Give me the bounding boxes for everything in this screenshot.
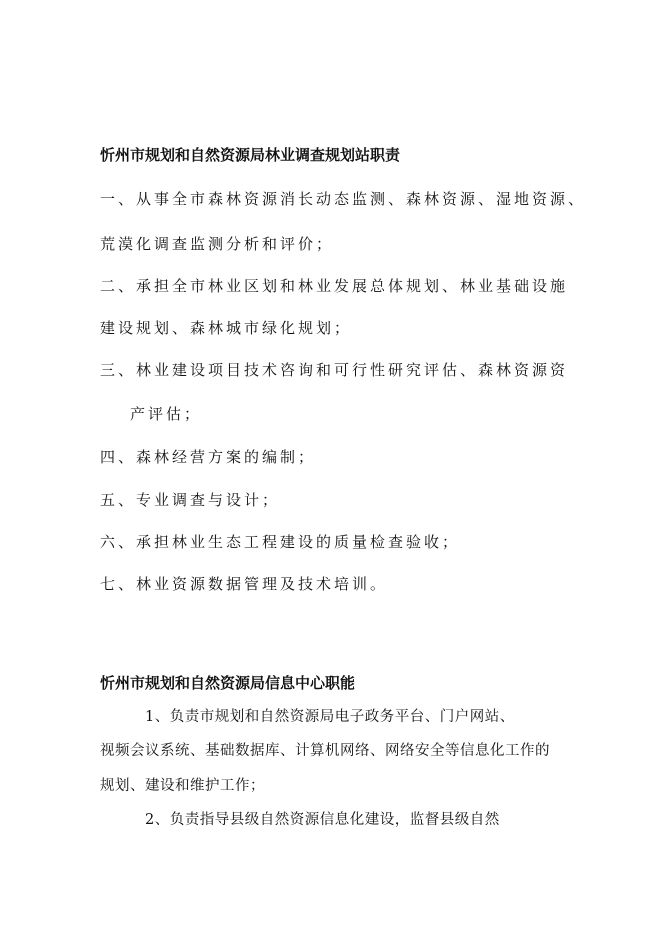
section2-line-1: 1、负责市规划和自然资源局电子政务平台、门户网站、 bbox=[145, 709, 515, 725]
section1-line-7: 四、森林经营方案的编制； bbox=[100, 448, 317, 466]
section1-line-6: 产评估； bbox=[130, 405, 203, 423]
section2-line-2: 视频会议系统、基础数据库、计算机网络、网络安全等信息化工作的 bbox=[100, 743, 550, 759]
section2-title: 忻州市规划和自然资源局信息中心职能 bbox=[100, 674, 356, 692]
section1-line-2: 荒漠化调查监测分析和评价； bbox=[100, 235, 335, 253]
section1-line-8: 五、专业调查与设计； bbox=[100, 491, 281, 509]
section1-line-5: 三、林业建设项目技术咨询和可行性研究评估、森林资源资 bbox=[100, 361, 569, 379]
section2-line-3: 规划、建设和维护工作； bbox=[100, 778, 265, 794]
section1-line-3: 二、承担全市林业区划和林业发展总体规划、林业基础设施 bbox=[100, 277, 569, 295]
section2-line-4: 2、负责指导县级自然资源信息化建设，监督县级自然 bbox=[145, 812, 500, 828]
section1-line-10: 七、林业资源数据管理及技术培训。 bbox=[100, 575, 389, 593]
section1-line-4: 建设规划、森林城市绿化规划； bbox=[100, 319, 353, 337]
section1-line-1: 一、从事全市森林资源消长动态监测、森林资源、湿地资源、 bbox=[100, 190, 587, 208]
section1-title: 忻州市规划和自然资源局林业调查规划站职责 bbox=[100, 146, 401, 164]
section1-line-9: 六、承担林业生态工程建设的质量检查验收； bbox=[100, 533, 461, 551]
